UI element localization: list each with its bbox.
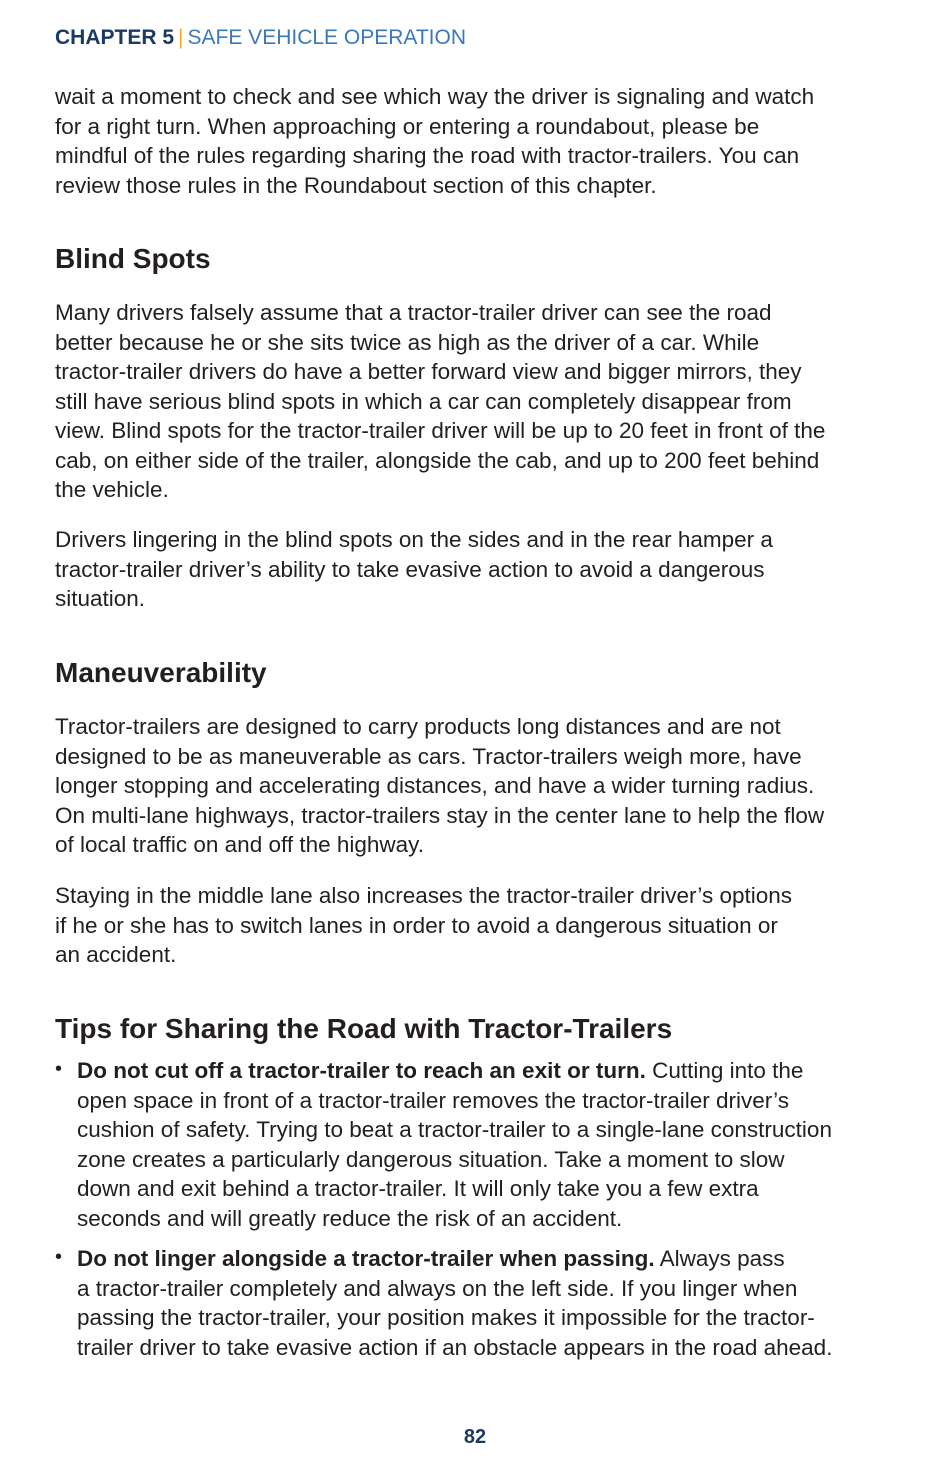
blind-spots-heading: Blind Spots [55,243,211,274]
tip-line: trailer driver to take evasive action if an obstacle appears in the road ahead. [77,1334,833,1360]
tip-text: Cutting into the [645,1058,804,1083]
paragraph-line: if he or she has to switch lanes in order to avoid a dangerous situation or [55,912,778,938]
intro-line: review those rules in the Roundabout section of this chapter. [55,172,657,198]
paragraph-line: tractor-trailer drivers do have a better forward view and bigger mirrors, they [55,359,802,384]
running-header [55,25,466,51]
paragraph-line: tractor-trailer driver’s ability to take evasive action to avoid a dangerous [55,556,765,582]
header-separator: | [178,26,184,49]
intro-line: wait a moment to check and see which way the driver is signaling and watch [55,84,815,109]
maneuverability-heading-block [55,656,905,690]
tip-line: open space in front of a tractor-trailer removes the tractor-trailer driver’s [77,1087,789,1113]
bullet-icon: • [55,1058,63,1080]
tip-line: down and exit behind a tractor-trailer. It will only take you a few extra [77,1176,759,1201]
tip-lead: Do not cut off a tractor-trailer to reach an exit or turn. [77,1058,646,1083]
paragraph-line: situation. [55,586,146,611]
tips-heading-block [55,1012,905,1046]
section-name: SAFE VEHICLE OPERATION [187,26,467,49]
chapter-label: CHAPTER 5 [55,26,175,49]
maneuverability-heading: Maneuverability [55,657,267,688]
paragraph-line: cab, on either side of the trailer, alongside the cab, and up to 200 feet behind [55,447,820,473]
page-number: 82 [463,1426,487,1448]
blind-spots-heading-block [55,242,905,276]
tips-list-continued [55,1244,905,1362]
intro-line: mindful of the rules regarding sharing the road with tractor-trailers. You can [55,143,800,168]
tip-line: cushion of safety. Trying to beat a tractor-trailer to a single-lane construction [77,1117,832,1142]
paragraph-line: an accident. [55,942,177,967]
intro-paragraph [55,82,905,200]
intro-line: for a right turn. When approaching or entering a roundabout, please be [55,113,760,139]
paragraph-line: Tractor-trailers are designed to carry products long distances and are not [55,714,781,739]
tip-line: seconds and will greatly reduce the risk of an accident. [77,1205,623,1231]
paragraph-line: still have serious blind spots in which a car can completely disappear from [55,388,792,414]
blind-spots-paragraph-2 [55,525,905,614]
paragraph-line: better because he or she sits twice as high as the driver of a car. While [55,329,760,355]
paragraph-line: the vehicle. [55,477,169,502]
paragraph-line: Staying in the middle lane also increases the tractor-trailer driver’s options [55,883,793,908]
tip-line: passing the tractor-trailer, your position makes it impossible for the tractor- [77,1305,815,1330]
paragraph-line: of local traffic on and off the highway. [55,832,424,857]
tip-item [55,1244,905,1362]
paragraph-line: Many drivers falsely assume that a tractor-trailer driver can see the road [55,300,772,325]
paragraph-line: longer stopping and accelerating distances, and have a wider turning radius. [55,773,815,798]
paragraph-line: view. Blind spots for the tractor-trailer driver will be up to 20 feet in front of the [55,418,826,443]
paragraph-line: On multi-lane highways, tractor-trailers stay in the center lane to help the flow [55,802,825,828]
maneuverability-paragraph-2 [55,881,905,970]
tips-heading: Tips for Sharing the Road with Tractor-Trailers [55,1013,673,1044]
tip-text: Always pass [654,1246,785,1271]
blind-spots-paragraph-1 [55,298,905,505]
tip-line: a tractor-trailer completely and always on the left side. If you linger when [77,1275,798,1301]
tip-lead: Do not linger alongside a tractor-trailer when passing. [77,1246,655,1271]
bullet-icon: • [55,1246,63,1268]
paragraph-line: designed to be as maneuverable as cars. Tractor-trailers weigh more, have [55,743,802,769]
tip-line: zone creates a particularly dangerous situation. Take a moment to slow [77,1146,785,1172]
paragraph-line: Drivers lingering in the blind spots on the sides and in the rear hamper a [55,527,773,552]
tips-list [55,1056,905,1233]
maneuverability-paragraph-1 [55,712,905,860]
tip-item [55,1056,905,1233]
